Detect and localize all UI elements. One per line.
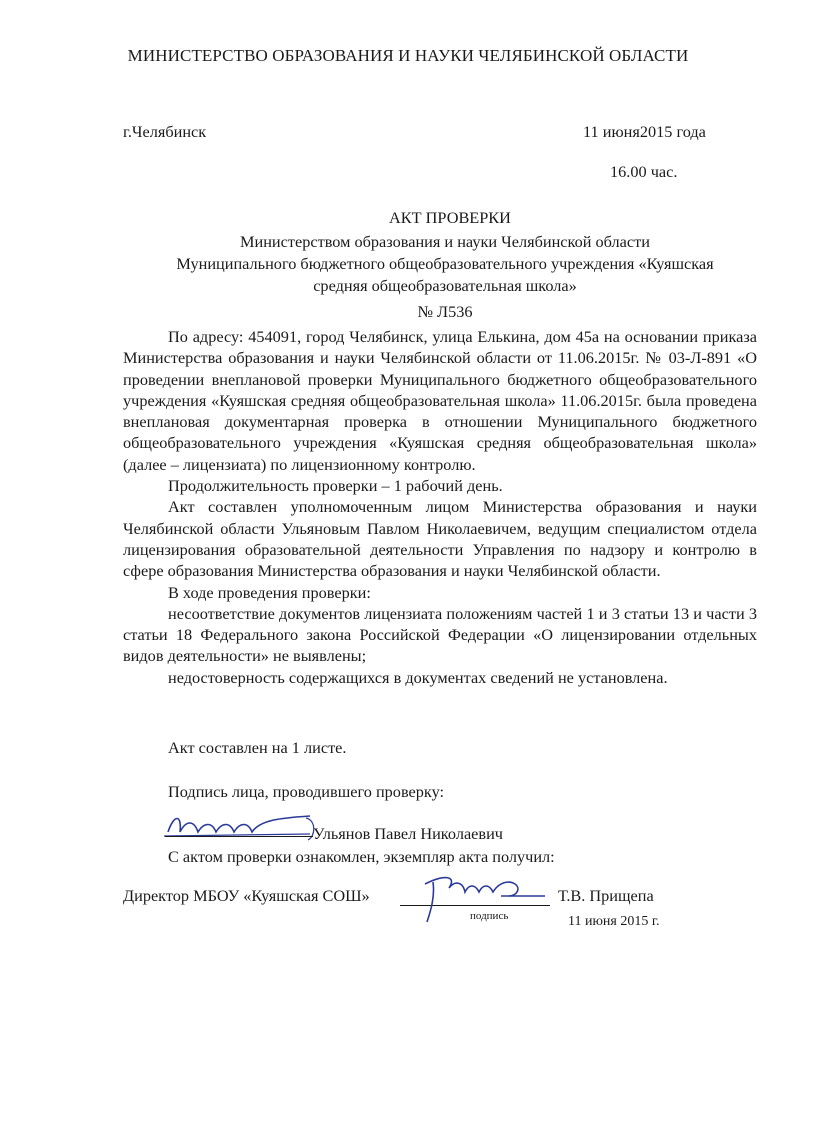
paragraph-basis: По адресу: 454091, город Челябинск, улица Елькина, дом 45а на основании приказа Министерства образования и науки Челябинской области от 11.06.2015г. № 03-Л-891 «О проведении внеплановой проверки Муниципального бюджетного общеобразовательного учреждения «Куяшская средняя общеобразовательная школа» 11.06.2015г. была проведена внеплановая документарная проверка в отношении Муниципального бюджетного общеобразовательного учреждения «Куяшская средняя общеобразовательная школа» (далее – лицензиата) по лицензионному контролю.: [123, 327, 757, 474]
ministry-header: МИНИСТЕРСТВО ОБРАЗОВАНИЯ И НАУКИ ЧЕЛЯБИНСКОЙ ОБЛАСТИ: [127, 46, 689, 65]
title-line-2: Муниципального бюджетного общеобразовательного учреждения «Куяшская: [176, 254, 714, 273]
paragraph-author: Акт составлен уполномоченным лицом Министерства образования и науки Челябинской области Ульяновым Павлом Николаевичем, ведущим специалистом отдела лицензирования образовательной деятельности Управления по надзору и контролю в сфере образования Министерства образования и науки Челябинской области.: [123, 497, 757, 581]
title-line-1: Министерством образования и науки Челябинской области: [240, 232, 650, 251]
inspector-name: Ульянов Павел Николаевич: [313, 824, 503, 843]
document-body: [123, 326, 757, 688]
signature-caption: подпись: [470, 910, 509, 922]
director-name: Т.В. Прищепа: [558, 886, 654, 905]
inspector-signature-label: Подпись лица, проводившего проверку:: [168, 782, 445, 801]
document-title: АКТ ПРОВЕРКИ: [389, 208, 511, 227]
document-number: № Л536: [417, 302, 473, 321]
sheets-count: Акт составлен на 1 листе.: [168, 738, 347, 757]
inspector-signature-icon: [160, 810, 320, 846]
document-date: 11 июня2015 года: [583, 122, 706, 141]
signature-date: 11 июня 2015 г.: [568, 914, 660, 929]
title-line-3: средняя общеобразовательная школа»: [313, 276, 577, 295]
director-label: Директор МБОУ «Куяшская СОШ»: [123, 886, 370, 905]
paragraph-findings-intro: В ходе проведения проверки:: [168, 582, 371, 602]
inspector-signature-line: [165, 836, 313, 837]
paragraph-duration: Продолжительность проверки – 1 рабочий день.: [168, 476, 503, 496]
paragraph-finding-1: несоответствие документов лицензиата положениям частей 1 и 3 статьи 13 и части 3 статьи 18 Федерального закона Российской Федерации «О лицензировании отдельных видов деятельности» не выявлены;: [123, 603, 757, 666]
acknowledgement: С актом проверки ознакомлен, экземпляр акта получил:: [168, 847, 555, 866]
paragraph-finding-2: недостоверность содержащихся в документах сведений не установлена.: [168, 667, 668, 687]
city: г.Челябинск: [123, 122, 207, 141]
document-time: 16.00 час.: [610, 162, 678, 181]
